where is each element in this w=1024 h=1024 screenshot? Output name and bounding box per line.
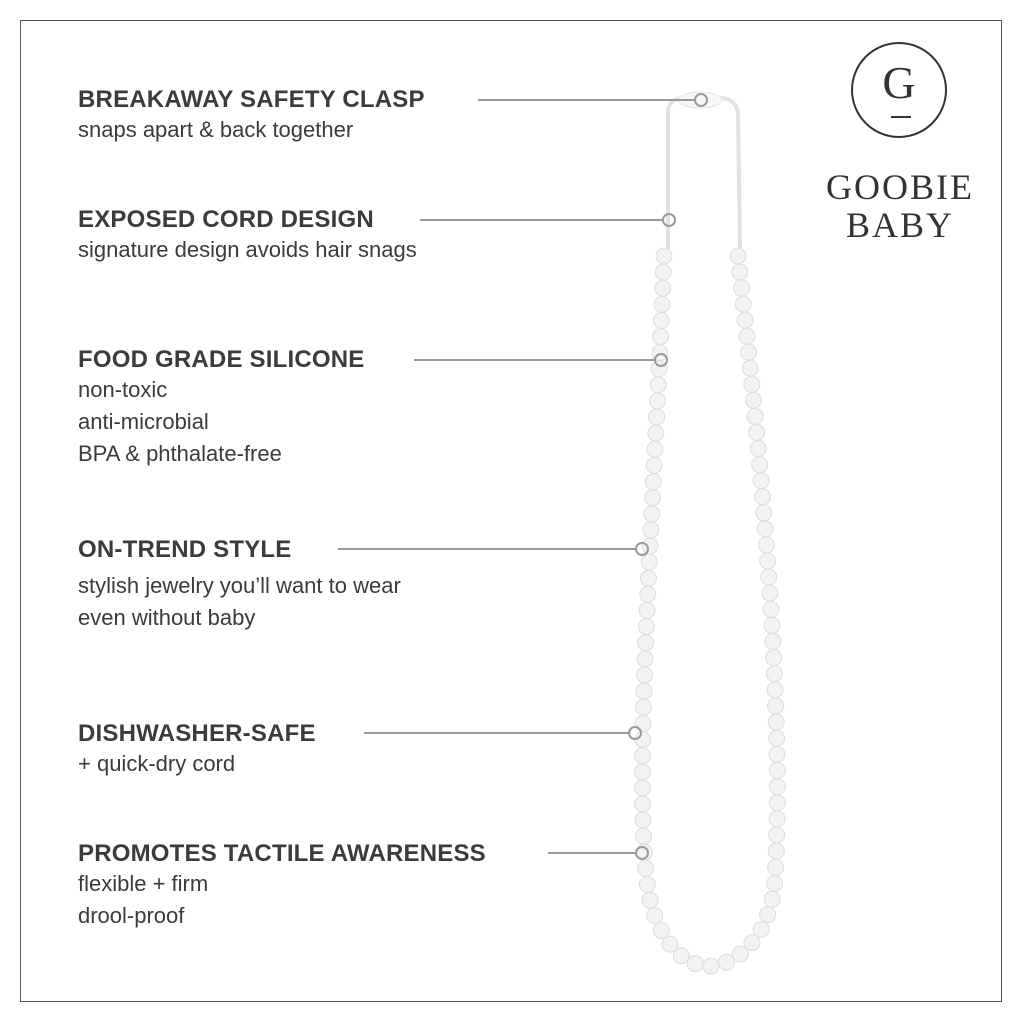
bead [634, 780, 650, 796]
bead [650, 377, 666, 393]
bead [760, 553, 776, 569]
bead [732, 264, 748, 280]
bead [734, 280, 750, 296]
bead [753, 473, 769, 489]
bead [756, 505, 772, 521]
feature-desc: flexible + firm [78, 871, 209, 896]
bead [636, 683, 652, 699]
bead [634, 764, 650, 780]
feature-title: BREAKAWAY SAFETY CLASP [78, 86, 425, 113]
bead [636, 667, 652, 683]
bead [768, 698, 784, 714]
bead [737, 312, 753, 328]
bead [653, 312, 669, 328]
bead [739, 328, 755, 344]
feature-title: PROMOTES TACTILE AWARENESS [78, 840, 486, 867]
feature-desc: even without baby [78, 605, 256, 630]
bead [768, 843, 784, 859]
feature-breakaway-clasp [78, 86, 425, 146]
feature-desc: BPA & phthalate-free [78, 441, 282, 466]
bead [769, 746, 785, 762]
bead [747, 408, 763, 424]
feature-title: ON-TREND STYLE [78, 536, 292, 563]
bead [763, 601, 779, 617]
bead [647, 441, 663, 457]
bead [752, 457, 768, 473]
bead [769, 730, 785, 746]
bead [642, 892, 658, 908]
bead [656, 248, 672, 264]
bead [746, 392, 762, 408]
brand-monogram-logo [851, 42, 947, 138]
necklace-beads [634, 248, 785, 974]
bead [638, 619, 654, 635]
bead [635, 796, 651, 812]
bead [649, 409, 665, 425]
bead [764, 891, 780, 907]
bead [647, 908, 663, 924]
bead [766, 650, 782, 666]
bead [719, 954, 735, 970]
bead [769, 779, 785, 795]
bead [649, 393, 665, 409]
bead [767, 875, 783, 891]
feature-title: EXPOSED CORD DESIGN [78, 206, 374, 233]
bead [687, 956, 703, 972]
bead [644, 506, 660, 522]
feature-exposed-cord [78, 206, 417, 266]
bead [640, 586, 656, 602]
bead [643, 522, 659, 538]
feature-desc: snaps apart & back together [78, 117, 354, 142]
bead [735, 296, 751, 312]
bead [767, 682, 783, 698]
bead [766, 666, 782, 682]
bead [655, 280, 671, 296]
monogram-underline [891, 116, 911, 118]
bead [764, 617, 780, 633]
bead [639, 876, 655, 892]
bead [758, 537, 774, 553]
bead [761, 569, 777, 585]
brand-line-1: GOOBIE [826, 167, 974, 207]
bead [653, 923, 669, 939]
bead [645, 474, 661, 490]
feature-on-trend-style [78, 536, 401, 634]
bead [762, 585, 778, 601]
bead [651, 361, 667, 377]
bead [769, 827, 785, 843]
bead [769, 811, 785, 827]
bead [636, 828, 652, 844]
brand-line-2: BABY [845, 205, 955, 245]
feature-desc: drool-proof [78, 903, 185, 928]
feature-desc: stylish jewelry you’ll want to wear [78, 573, 401, 598]
bead [744, 376, 760, 392]
bead [639, 602, 655, 618]
bead [635, 812, 651, 828]
feature-title: DISHWASHER-SAFE [78, 720, 316, 747]
bead [653, 329, 669, 345]
bead [638, 635, 654, 651]
bead [757, 521, 773, 537]
monogram-letter: G [882, 57, 916, 108]
bead [769, 763, 785, 779]
feature-dishwasher-safe [78, 720, 316, 780]
bead [641, 554, 657, 570]
bead [768, 714, 784, 730]
feature-desc: signature design avoids hair snags [78, 237, 417, 262]
bead [753, 921, 769, 937]
bead [754, 489, 770, 505]
feature-food-grade-silicone [78, 346, 364, 470]
bead [741, 344, 757, 360]
bead [750, 441, 766, 457]
bead [642, 538, 658, 554]
bead [703, 958, 719, 974]
feature-tactile-awareness [78, 840, 486, 932]
bead [635, 715, 651, 731]
bead [654, 296, 670, 312]
bead [673, 948, 689, 964]
brand-name [800, 168, 1000, 244]
bead [749, 424, 765, 440]
bead [760, 907, 776, 923]
bead [730, 248, 746, 264]
bead [637, 651, 653, 667]
bead [648, 425, 664, 441]
bead [646, 457, 662, 473]
bead [655, 264, 671, 280]
bead [742, 360, 758, 376]
bead [768, 859, 784, 875]
feature-desc: non-toxic [78, 377, 168, 402]
bead [635, 748, 651, 764]
bead [636, 699, 652, 715]
feature-desc: + quick-dry cord [78, 751, 236, 776]
bead [645, 490, 661, 506]
bead [769, 795, 785, 811]
bead [641, 570, 657, 586]
feature-title: FOOD GRADE SILICONE [78, 346, 365, 373]
bead [638, 860, 654, 876]
feature-desc: anti-microbial [78, 409, 209, 434]
necklace-cord [668, 92, 740, 250]
bead [765, 634, 781, 650]
